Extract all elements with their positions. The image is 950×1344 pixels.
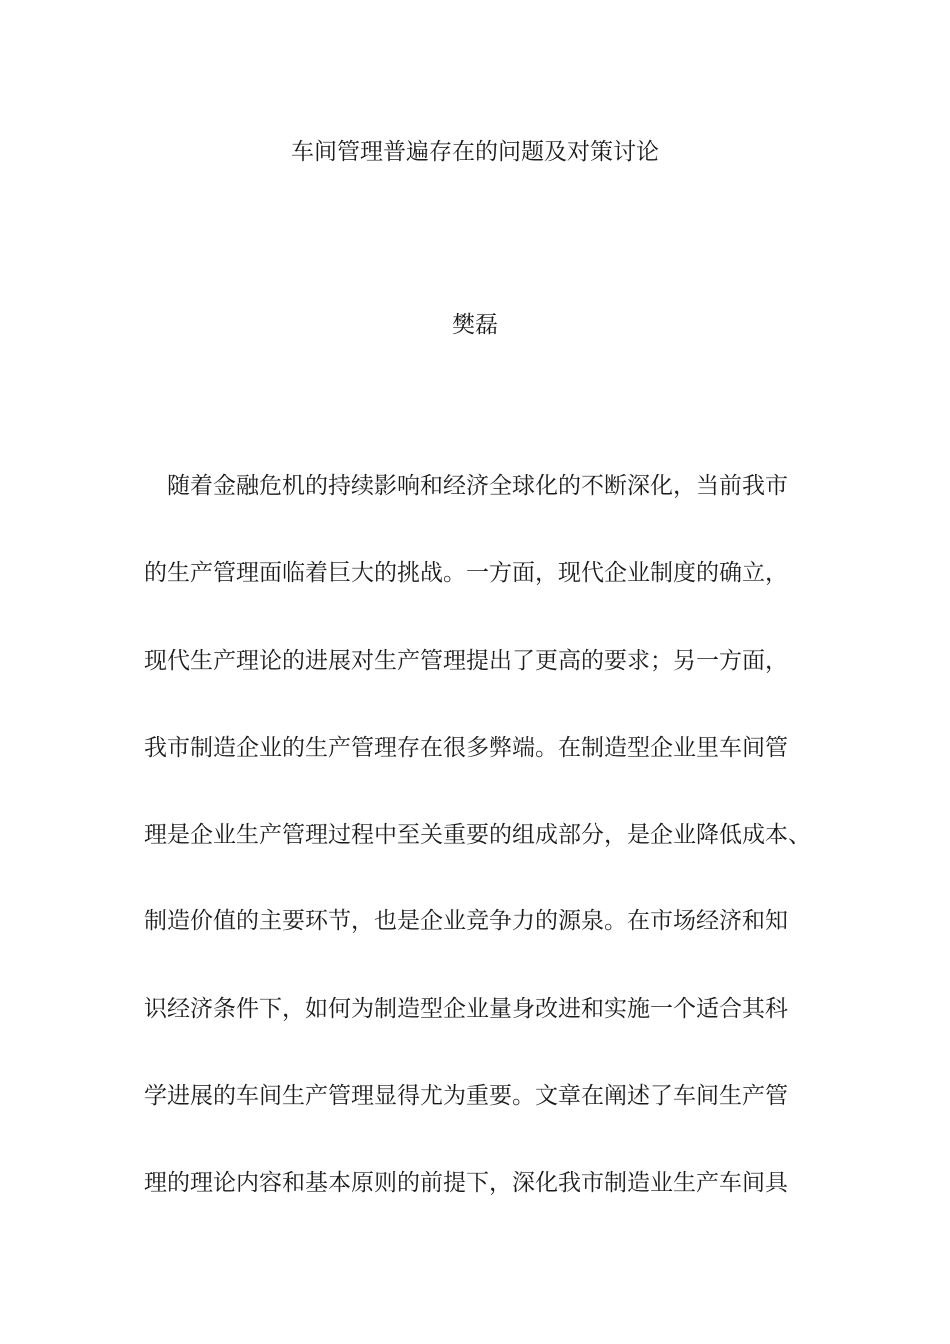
paragraph-line: 我市制造企业的生产管理存在很多弊端。在制造型企业里车间管 (144, 735, 788, 761)
paragraph-line: 学进展的车间生产管理显得尤为重要。文章在阐述了车间生产管 (144, 1083, 788, 1109)
paragraph-line: 现代生产理论的进展对生产管理提出了更高的要求；另一方面， (144, 648, 788, 674)
paragraph-line: 的生产管理面临着巨大的挑战。一方面，现代企业制度的确立， (144, 560, 788, 586)
paragraph-line: 制造价值的主要环节，也是企业竞争力的源泉。在市场经济和知 (144, 908, 788, 934)
paragraph-line: 识经济条件下，如何为制造型企业量身改进和实施一个适合其科 (144, 996, 788, 1022)
paragraph-line: 理是企业生产管理过程中至关重要的组成部分，是企业降低成本、 (144, 822, 811, 848)
document-author: 樊磊 (452, 312, 498, 338)
paragraph-line: 理的理论内容和基本原则的前提下，深化我市制造业生产车间具 (144, 1170, 788, 1196)
document-title: 车间管理普遍存在的问题及对策讨论 (291, 139, 659, 165)
paragraph-line: 随着金融危机的持续影响和经济全球化的不断深化，当前我市 (167, 473, 788, 499)
